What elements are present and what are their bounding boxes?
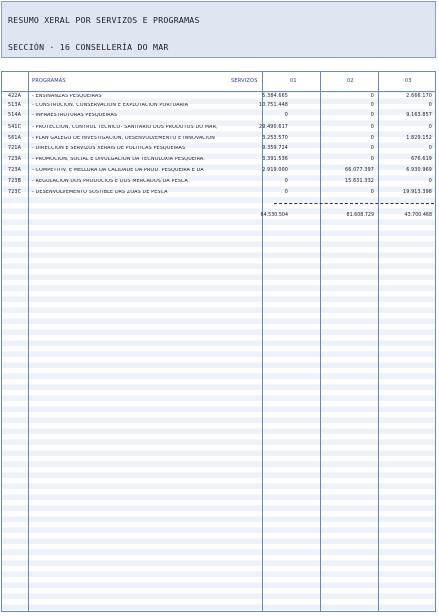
table-row [2,189,435,198]
row-value-01: 0 [284,190,288,195]
row-description: - COMPETITIV. E MELLORA DA CALIDADE DA PROD. PESQUEIRA E DA [32,168,204,173]
row-value-03: 9.163.857 [406,113,432,118]
row-code: 723A [8,168,22,173]
row-code: 721A [8,146,22,151]
row-value-01: 9.359.724 [262,146,288,151]
row-code: 723B [8,179,22,184]
table-row [2,112,435,121]
row-value-03: 2.666.170 [406,94,432,99]
row-value-02: 15.631.332 [345,179,374,184]
summary-table [1,71,436,612]
row-value-01: 2.919.000 [262,168,288,173]
row-value-01: 0 [284,179,288,184]
row-code: 422A [8,94,22,99]
row-value-02: 0 [370,113,374,118]
row-value-03: 0 [428,125,432,130]
row-value-02: 0 [370,103,374,108]
row-value-02: 66.077.397 [345,168,374,173]
row-value-01: 5.384.665 [262,94,288,99]
row-description: - DESENVOLVEMENTO SOSTIBLE DAS ZOAS DE PESCA [32,190,168,195]
table-row [2,156,435,165]
row-value-01: 3.253.570 [262,136,288,141]
totals-row [2,212,435,221]
row-code: 513A [8,103,22,108]
row-description: - PLAN GALEGO DE INVESTIGACIÓN, DESENVOLVEMENTO E INNOVACIÓN [32,136,216,141]
row-value-03: 19.913.398 [403,190,432,195]
row-description: - DIRECCIÓN E SERVIZOS XERAIS DE POLÍTICAS PESQUEIRAS [32,146,186,151]
totals-separator [274,203,434,204]
total-value-01: 64.530.504 [260,213,288,218]
row-value-03: 0 [428,103,432,108]
row-value-03: 0 [428,146,432,151]
header-servizos: SERVIZOS [231,78,258,84]
header-col-03: 03 [405,78,412,84]
row-value-02: 0 [370,157,374,162]
row-value-02: 0 [370,190,374,195]
table-row [2,135,435,144]
row-description: - REGULACIÓN DOS PRODUCIÓS E DOS MERCADOS DA PESCA [32,179,188,184]
row-value-02: 0 [370,136,374,141]
row-code: 723C [8,190,22,195]
header-col-02: 02 [347,78,354,84]
row-value-01: 29.490.617 [259,125,288,130]
row-value-02: 0 [370,94,374,99]
row-value-02: 0 [370,146,374,151]
table-header-row [2,72,435,92]
row-value-02: 0 [370,125,374,130]
row-value-01: 3.391.536 [262,157,288,162]
total-value-03: 43.700.468 [404,213,432,218]
table-row [2,124,435,133]
row-code: 723A [8,157,22,162]
report-header [1,1,436,58]
header-col-01: 01 [290,78,297,84]
header-programas: PROGRAMAS [32,78,66,84]
row-description: - PROTECCIÓN, CONTROL TÉCNICO- SANITARIO DOS PRODUTOS DO MAR, [32,125,218,130]
table-row [2,102,435,111]
total-value-02: 81.608.729 [346,213,374,218]
row-description: - INFRAESTRUTURAS PESQUEIRAS [32,113,118,118]
row-description: - ENSINANZAS PESQUEIRAS [32,94,102,99]
report-title: RESUMO XERAL POR SERVIZOS E PROGRAMAS [8,15,200,25]
row-value-03: 676.619 [411,157,432,162]
row-value-01: 10.751.448 [259,103,288,108]
row-code: 514A [8,113,22,118]
row-description: - PROMOCIÓN, SOCIAL E DIVULGACIÓN DA TECNOLOXÍA PESQUEIRA. [32,157,205,162]
row-value-03: 1.829.152 [406,136,432,141]
row-value-03: 6.930.969 [406,168,432,173]
row-value-03: 0 [428,179,432,184]
table-row [2,178,435,187]
table-row [2,167,435,176]
row-value-01: 0 [284,113,288,118]
section-title: SECCIÓN · 16 CONSELLERÍA DO MAR [8,42,169,52]
row-code: 541C [8,125,22,130]
table-row [2,93,435,102]
row-code: 561A [8,136,22,141]
table-row [2,145,435,154]
row-description: - CONSTRUCIÓN, CONSERVACIÓN E EXPLOTACIÓN PORTUARIA [32,103,189,108]
